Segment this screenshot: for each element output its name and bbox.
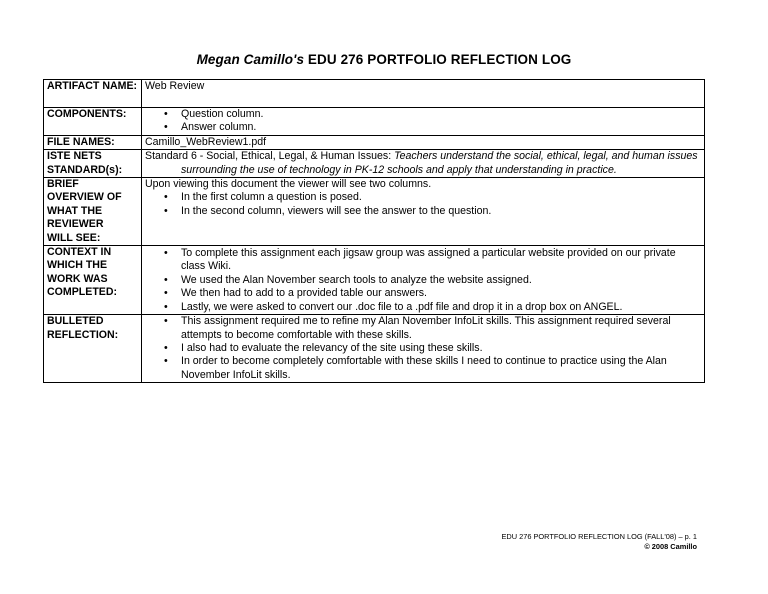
artifact-label: ARTIFACT NAME: xyxy=(44,80,142,108)
overview-lead: Upon viewing this document the viewer will see two columns. xyxy=(145,178,432,191)
author-name: Megan Camillo's xyxy=(196,52,305,67)
reflection-label-line: BULLETED xyxy=(47,315,104,328)
file-names-label: FILE NAMES: xyxy=(44,135,142,149)
context-list xyxy=(145,247,701,314)
overview-label-line: OVERVIEW OF xyxy=(47,191,122,204)
list-item: • Question column. xyxy=(145,108,701,121)
context-label-line: WORK WAS xyxy=(47,272,108,285)
overview-list xyxy=(145,191,701,218)
list-item: • We used the Alan November search tools to analyze the website assigned. xyxy=(145,274,701,287)
iste-standard-text xyxy=(145,150,701,177)
context-label-line: WHICH THE xyxy=(47,259,108,272)
list-item: • To complete this assignment each jigsaw group was assigned a particular website provided on our private class Wiki. xyxy=(145,247,701,274)
reflection-label-line: REFLECTION: xyxy=(47,328,119,341)
file-names-value: Camillo_WebReview1.pdf xyxy=(142,135,705,149)
page-footer xyxy=(501,532,697,551)
components-label: COMPONENTS: xyxy=(44,108,142,136)
overview-label-line: REVIEWER xyxy=(47,218,104,231)
row-iste xyxy=(44,150,705,178)
log-title: EDU 276 PORTFOLIO REFLECTION LOG xyxy=(307,52,572,67)
row-components xyxy=(44,108,705,136)
list-item: • I also had to evaluate the relevancy of the site using these skills. xyxy=(145,342,701,355)
iste-standard: Standard 6 - Social, Ethical, Legal, & Human Issues: xyxy=(145,150,395,163)
context-label xyxy=(44,246,142,315)
overview-label xyxy=(44,178,142,246)
list-item: • In the second column, viewers will see the answer to the question. xyxy=(145,205,701,218)
context-label-line: CONTEXT IN xyxy=(47,246,112,259)
iste-label-line: ISTE NETS xyxy=(47,150,102,163)
overview-label-line: BRIEF xyxy=(47,178,79,191)
iste-value xyxy=(142,150,705,178)
list-item: • Answer column. xyxy=(145,121,701,134)
reflection-value xyxy=(142,315,705,383)
list-item: • In the first column a question is posed. xyxy=(145,191,701,204)
components-list xyxy=(145,108,701,135)
row-reflection xyxy=(44,315,705,383)
list-item: • We then had to add to a provided table our answers. xyxy=(145,287,701,300)
context-label-line: COMPLETED: xyxy=(47,286,118,299)
reflection-log-table xyxy=(43,79,705,383)
list-item: • Lastly, we were asked to convert our .doc file to a .pdf file and drop it in a drop box on ANGEL. xyxy=(145,301,701,314)
page-title xyxy=(0,52,768,67)
list-item: • This assignment required me to refine my Alan November InfoLit skills. This assignment required several attempts to become comfortable with these skills. xyxy=(145,315,701,342)
overview-label-line: WILL SEE: xyxy=(47,231,101,244)
artifact-value: Web Review xyxy=(142,80,705,108)
components-value xyxy=(142,108,705,136)
reflection-label xyxy=(44,315,142,383)
overview-value xyxy=(142,178,705,246)
row-context xyxy=(44,246,705,315)
row-artifact xyxy=(44,80,705,108)
iste-label xyxy=(44,150,142,178)
reflection-list xyxy=(145,315,701,382)
row-overview xyxy=(44,178,705,246)
footer-page-label: EDU 276 PORTFOLIO REFLECTION LOG (FALL'08) – p. 1 xyxy=(501,532,697,541)
overview-label-line: WHAT THE xyxy=(47,204,103,217)
footer-copyright: © 2008 Camillo xyxy=(644,541,697,551)
iste-description: Teachers understand the social, ethical, legal, and human issues surrounding the use of technology in PK-12 schools and apply that understanding in practice. xyxy=(181,150,698,176)
iste-label-line: STANDARD(s): xyxy=(47,163,123,176)
list-item: • In order to become completely comfortable with these skills I need to continue to practice using the Alan November InfoLit skills. xyxy=(145,355,701,382)
context-value xyxy=(142,246,705,315)
row-file-names xyxy=(44,135,705,149)
